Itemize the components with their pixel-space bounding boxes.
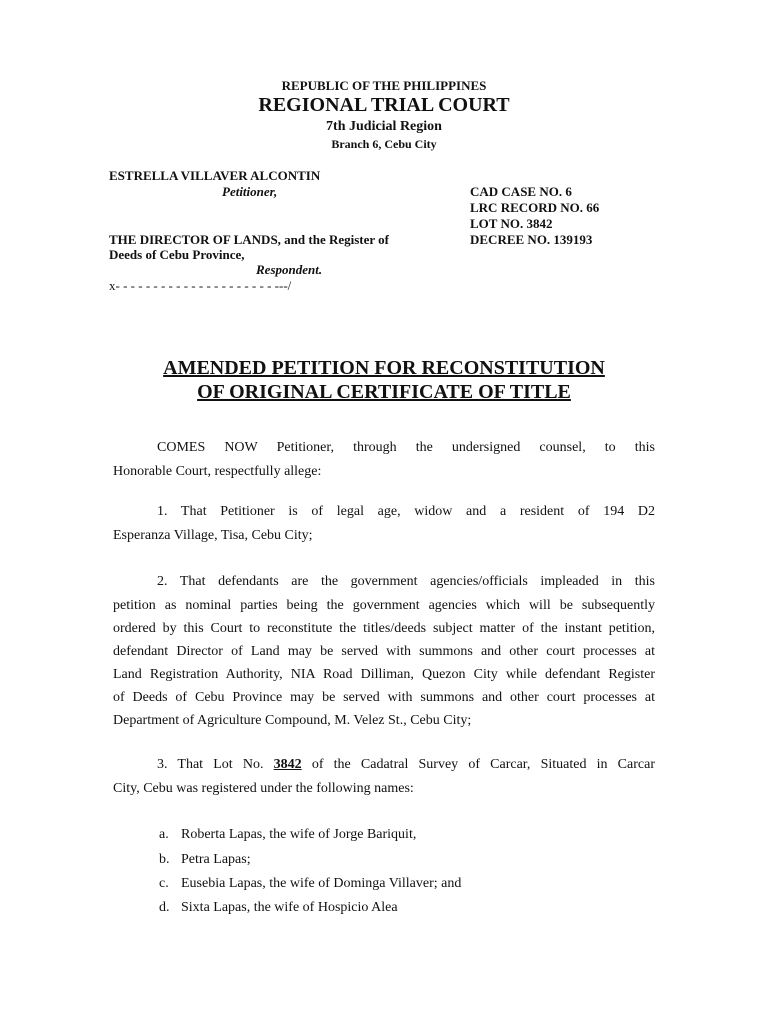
respondent-role: Respondent. [256,262,323,277]
paragraph-2-line-3: ordered by this Court to reconstitute the titles/deeds subject matter of the instant petition, [113,621,655,636]
paragraph-2-line-2: petition as nominal parties being the government agencies which will be subsequently [113,598,655,613]
petitioner-name: ESTRELLA VILLAVER ALCONTIN [109,168,321,183]
caption-separator: x- - - - - - - - - - - - - - - - - - - - - ---/ [109,278,292,293]
lot-number: LOT NO. 3842 [470,216,553,231]
branch-heading: Branch 6, Cebu City [331,137,437,151]
list-marker: b. [159,852,170,867]
court-heading: REGIONAL TRIAL COURT [258,94,510,116]
paragraph-2-line-1: 2. That defendants are the government agencies/officials impleaded in this [157,574,655,589]
paragraph-2-line-5: Land Registration Authority, NIA Road Dilliman, Quezon City while defendant Register [113,667,655,682]
list-marker: a. [159,827,169,842]
paragraph-1-line-2: Esperanza Village, Tisa, Cebu City; [113,528,313,543]
decree-number: DECREE NO. 139193 [470,232,593,247]
list-item-text: Petra Lapas; [181,852,251,867]
lrc-record-number: LRC RECORD NO. 66 [470,200,600,215]
respondent-line-2: Deeds of Cebu Province, [109,247,245,262]
document-title-line-1: AMENDED PETITION FOR RECONSTITUTION [163,357,605,379]
list-marker: d. [159,900,170,915]
paragraph-2-line-4: defendant Director of Land may be served with summons and other court processes at [113,644,655,659]
list-item-text: Sixta Lapas, the wife of Hospicio Alea [181,900,398,915]
intro-line-1: COMES NOW Petitioner, through the undersigned counsel, to this [157,440,655,455]
paragraph-3-line-1 [157,757,655,773]
paragraph-2-line-7: Department of Agriculture Compound, M. Velez St., Cebu City; [113,713,472,728]
list-item-text: Roberta Lapas, the wife of Jorge Bariquit, [181,827,417,842]
intro-line-2: Honorable Court, respectfully allege: [113,464,322,479]
republic-heading: REPUBLIC OF THE PHILIPPINES [281,78,487,93]
respondent-line-1: THE DIRECTOR OF LANDS, and the Register of [109,232,390,247]
region-heading: 7th Judicial Region [326,119,442,134]
paragraph-3-lot-number: 3842 [273,757,302,772]
paragraph-3-line-2: City, Cebu was registered under the following names: [113,781,414,796]
paragraph-1-line-1: 1. That Petitioner is of legal age, widow and a resident of 194 D2 [157,504,655,519]
paragraph-3-lead: 3. That Lot No. [157,757,264,772]
document-title-line-2: OF ORIGINAL CERTIFICATE OF TITLE [197,381,571,403]
cad-case-number: CAD CASE NO. 6 [470,184,572,199]
petitioner-role: Petitioner, [222,184,278,199]
paragraph-3-trail: of the Cadatral Survey of Carcar, Situated in Carcar [311,757,655,772]
paragraph-2-line-6: of Deeds of Cebu Province may be served with summons and other court processes at [113,690,655,705]
list-marker: c. [159,876,169,891]
list-item-text: Eusebia Lapas, the wife of Dominga Villaver; and [181,876,462,891]
